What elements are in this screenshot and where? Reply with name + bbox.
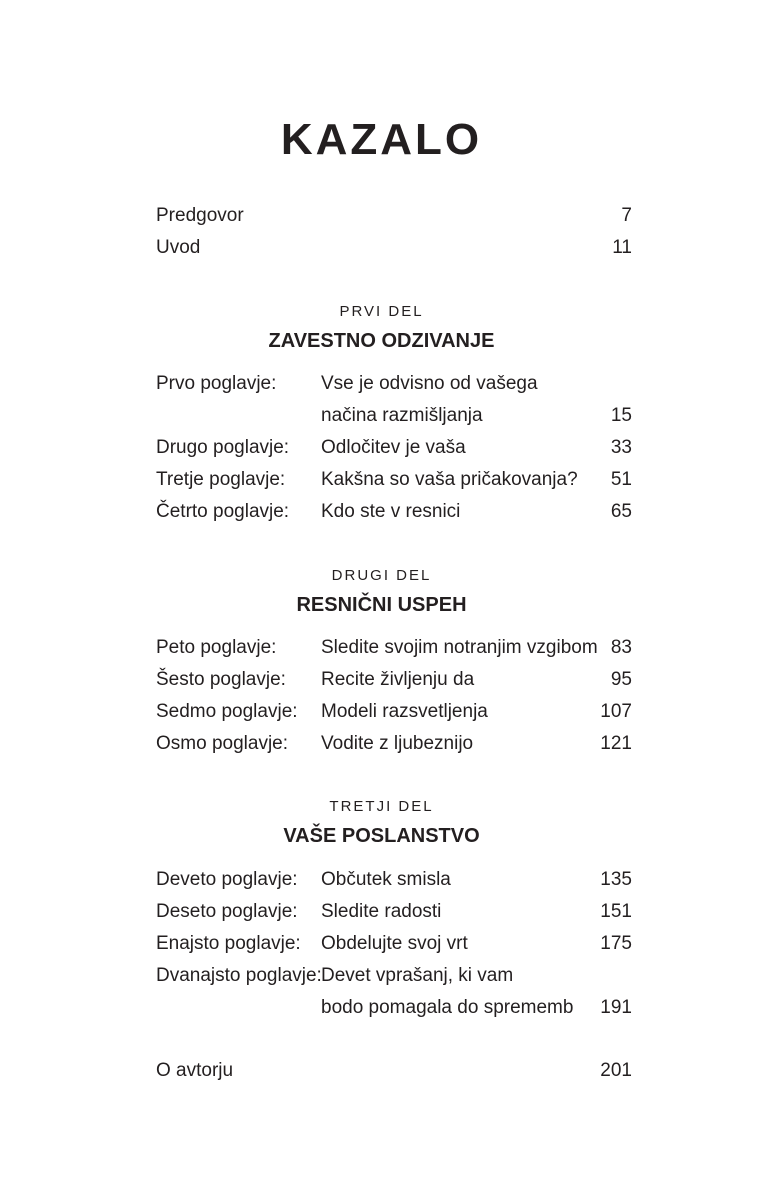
chapter-entry xyxy=(156,368,632,400)
chapter-label: Osmo poglavje: xyxy=(156,733,289,754)
chapter-title: Sledite radosti xyxy=(321,901,442,922)
chapter-entry xyxy=(156,432,632,464)
chapter-title: Recite življenju da xyxy=(321,669,475,690)
part-title: RESNIČNI USPEH xyxy=(296,594,467,616)
chapter-entry xyxy=(156,632,632,664)
chapter-label: Prvo poglavje: xyxy=(156,373,277,394)
toc-entry xyxy=(156,232,632,264)
chapter-entry xyxy=(156,928,632,960)
chapter-entry-continued xyxy=(156,992,632,1024)
chapter-label: Deseto poglavje: xyxy=(156,901,298,922)
chapter-title: načina razmišljanja xyxy=(321,405,483,426)
chapter-title: Občutek smisla xyxy=(321,869,451,890)
page-title: KAZALO xyxy=(280,115,483,164)
chapter-title: Vse je odvisno od vašega xyxy=(321,373,538,394)
page-number: 191 xyxy=(600,997,632,1018)
page-number: 65 xyxy=(610,501,632,522)
chapter-title: Modeli razsvetljenja xyxy=(321,701,488,722)
chapter-entry xyxy=(156,864,632,896)
chapter-label: Četrto poglavje: xyxy=(156,501,290,522)
toc-entry xyxy=(156,200,632,232)
chapter-title: bodo pomagala do sprememb xyxy=(321,997,574,1018)
entry-title: Predgovor xyxy=(156,205,244,226)
chapter-entry xyxy=(156,464,632,496)
chapter-entry xyxy=(156,728,632,760)
chapter-label: Deveto poglavje: xyxy=(156,869,298,890)
part-label: TRETJI DEL xyxy=(329,798,434,815)
chapter-entry xyxy=(156,896,632,928)
page-number: 95 xyxy=(610,669,632,690)
entry-title: O avtorju xyxy=(156,1060,234,1081)
page-number: 175 xyxy=(600,933,632,954)
page-number: 83 xyxy=(610,637,632,658)
chapter-label: Enajsto poglavje: xyxy=(156,933,301,954)
chapter-title: Sledite svojim notranjim vzgibom xyxy=(321,637,598,658)
page-number: 121 xyxy=(600,733,632,754)
chapter-label: Drugo poglavje: xyxy=(156,437,290,458)
part-label: DRUGI DEL xyxy=(331,567,432,584)
chapter-title: Devet vprašanj, ki vam xyxy=(321,965,514,986)
page-number: 11 xyxy=(612,237,632,258)
part-title: ZAVESTNO ODZIVANJE xyxy=(268,330,495,352)
chapter-label: Dvanajsto poglavje: xyxy=(156,965,322,986)
toc-entry xyxy=(156,1055,632,1087)
part-title: VAŠE POSLANSTVO xyxy=(283,825,480,847)
chapter-title: Obdelujte svoj vrt xyxy=(321,933,468,954)
chapter-entry-continued xyxy=(156,400,632,432)
chapter-label: Peto poglavje: xyxy=(156,637,277,658)
page-number: 151 xyxy=(600,901,632,922)
page-number: 201 xyxy=(600,1060,632,1081)
chapter-title: Kdo ste v resnici xyxy=(321,501,461,522)
page-number: 33 xyxy=(610,437,632,458)
chapter-entry xyxy=(156,496,632,528)
chapter-label: Sedmo poglavje: xyxy=(156,701,298,722)
page-number: 7 xyxy=(621,205,632,226)
chapter-entry xyxy=(156,664,632,696)
chapter-entry xyxy=(156,960,632,992)
page-number: 15 xyxy=(610,405,632,426)
chapter-title: Odločitev je vaša xyxy=(321,437,466,458)
page-number: 135 xyxy=(600,869,632,890)
chapter-title: Vodite z ljubeznijo xyxy=(321,733,474,754)
chapter-title: Kakšna so vaša pričakovanja? xyxy=(321,469,578,490)
part-label: PRVI DEL xyxy=(339,303,424,320)
entry-title: Uvod xyxy=(156,237,201,258)
chapter-label: Šesto poglavje: xyxy=(156,669,286,690)
chapter-entry xyxy=(156,696,632,728)
page-number: 107 xyxy=(600,701,632,722)
page-number: 51 xyxy=(610,469,632,490)
chapter-label: Tretje poglavje: xyxy=(156,469,286,490)
